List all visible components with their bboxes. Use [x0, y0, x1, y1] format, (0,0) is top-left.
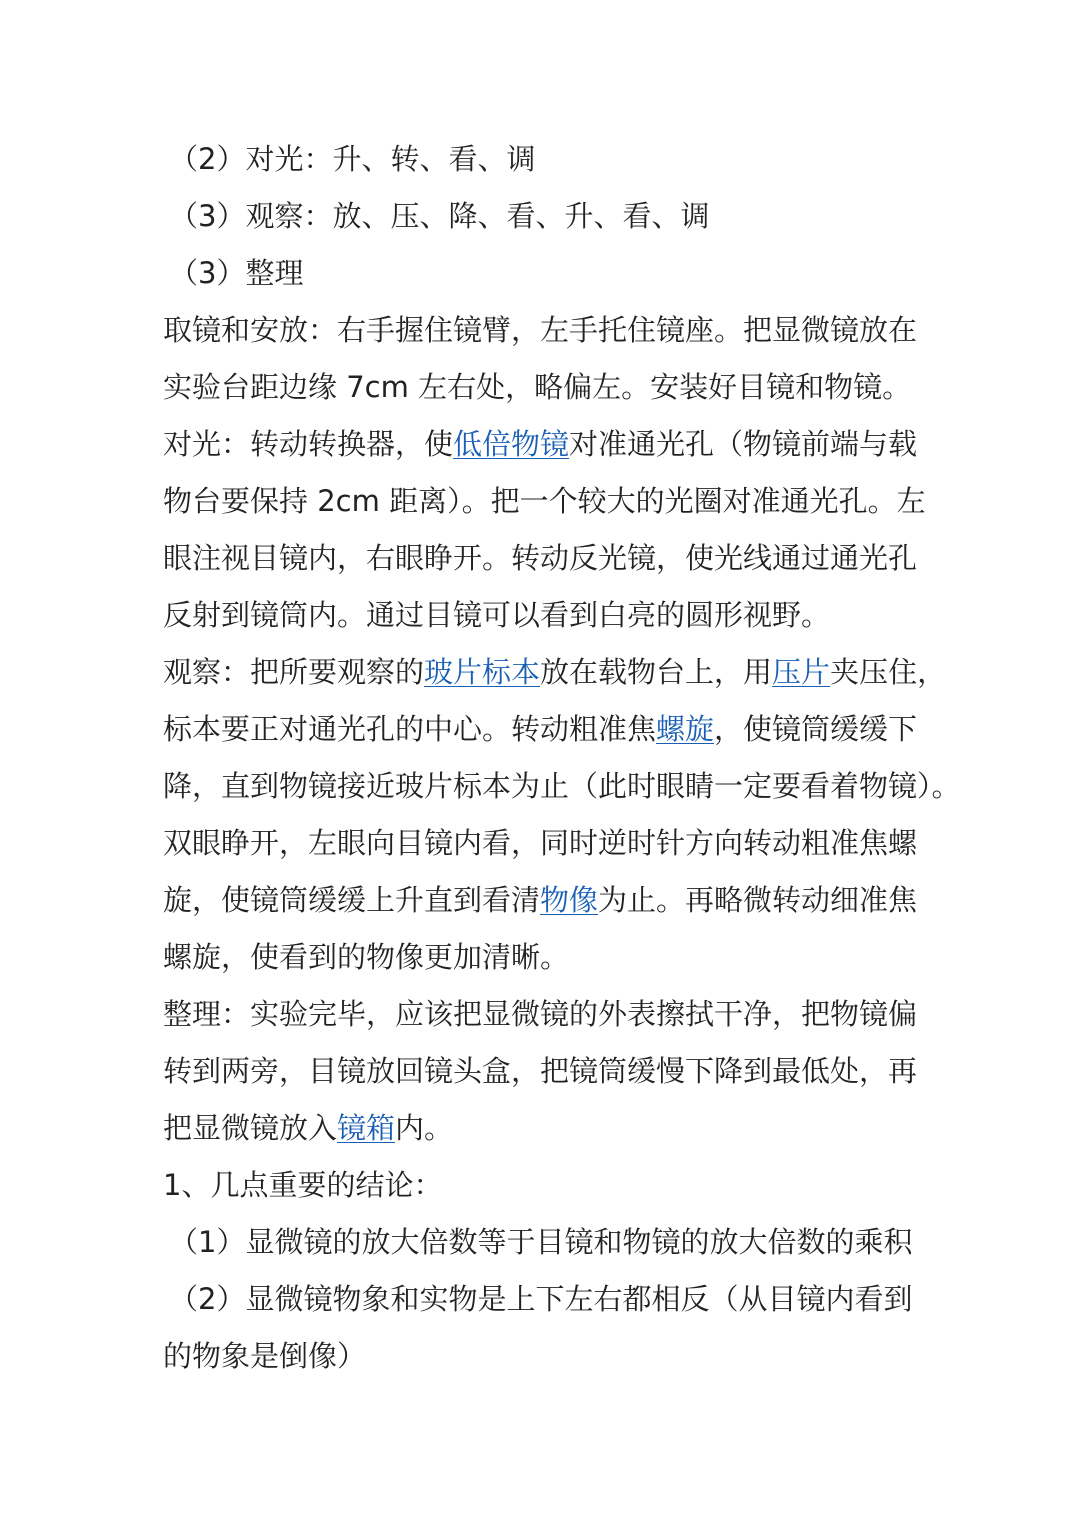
text-segment: ，使镜筒缓缓下: [714, 712, 918, 746]
conclusion-item: （1）显微镜的放大倍数等于目镜和物镜的放大倍数的乘积: [169, 1225, 913, 1259]
text-segment: 对准通光孔（物镜前端与载: [569, 427, 918, 461]
step-tidy: （3）整理: [169, 256, 304, 290]
text-segment: 标本要正对通光孔的中心。转动粗准焦: [163, 712, 657, 746]
text-segment: 把显微镜放入: [163, 1111, 338, 1145]
paragraph-line: 整理：实验完毕，应该把显微镜的外表擦拭干净，把物镜偏: [163, 997, 918, 1031]
text-segment: 夹压住，: [830, 655, 947, 689]
paragraph-line: 眼注视目镜内，右眼睁开。转动反光镜，使光线通过通光孔: [163, 541, 918, 575]
link-microscope-box[interactable]: 镜箱: [337, 1111, 396, 1145]
text-segment: 对光：转动转换器，使: [163, 427, 454, 461]
paragraph-line: 物台要保持 2cm 距离）。把一个较大的光圈对准通光孔。左: [163, 484, 926, 518]
link-stage-clip[interactable]: 压片: [772, 655, 831, 689]
step-observe: （3）观察：放、压、降、看、升、看、调: [169, 199, 710, 233]
paragraph-line: 取镜和安放：右手握住镜臂，左手托住镜座。把显微镜放在: [163, 313, 918, 347]
link-image[interactable]: 物像: [540, 883, 599, 917]
paragraph-line: 实验台距边缘 7cm 左右处，略偏左。安装好目镜和物镜。: [163, 370, 912, 404]
text-segment: 为止。再略微转动细准焦: [598, 883, 918, 917]
paragraph-line: 转到两旁，目镜放回镜头盒，把镜筒缓慢下降到最低处，再: [163, 1054, 918, 1088]
section-heading: 1、几点重要的结论：: [163, 1168, 443, 1202]
paragraph-line: 降，直到物镜接近玻片标本为止（此时眼睛一定要看着物镜）。: [163, 769, 961, 803]
link-screw[interactable]: 螺旋: [656, 712, 715, 746]
text-segment: 旋，使镜筒缓缓上升直到看清: [163, 883, 541, 917]
paragraph-line: [163, 416, 923, 473]
paragraph-line: [163, 872, 923, 929]
conclusion-item-continued: 的物象是倒像）: [163, 1339, 367, 1373]
paragraph-line: 双眼睁开，左眼向目镜内看，同时逆时针方向转动粗准焦螺: [163, 826, 918, 860]
conclusion-item: （2）显微镜物象和实物是上下左右都相反（从目镜内看到: [169, 1282, 913, 1316]
paragraph-line: 反射到镜筒内。通过目镜可以看到白亮的圆形视野。: [163, 598, 831, 632]
step-light-adjust: （2）对光：升、转、看、调: [169, 142, 536, 176]
paragraph-line: [163, 1100, 923, 1157]
document-page: [163, 131, 961, 1385]
paragraph-line: [163, 644, 947, 701]
paragraph-line: [163, 701, 923, 758]
text-segment: 放在载物台上，用: [540, 655, 773, 689]
text-segment: 观察：把所要观察的: [163, 655, 425, 689]
link-low-power-objective[interactable]: 低倍物镜: [453, 427, 570, 461]
paragraph-line: 螺旋，使看到的物像更加清晰。: [163, 940, 570, 974]
text-segment: 内。: [395, 1111, 454, 1145]
link-slide-specimen[interactable]: 玻片标本: [424, 655, 541, 689]
